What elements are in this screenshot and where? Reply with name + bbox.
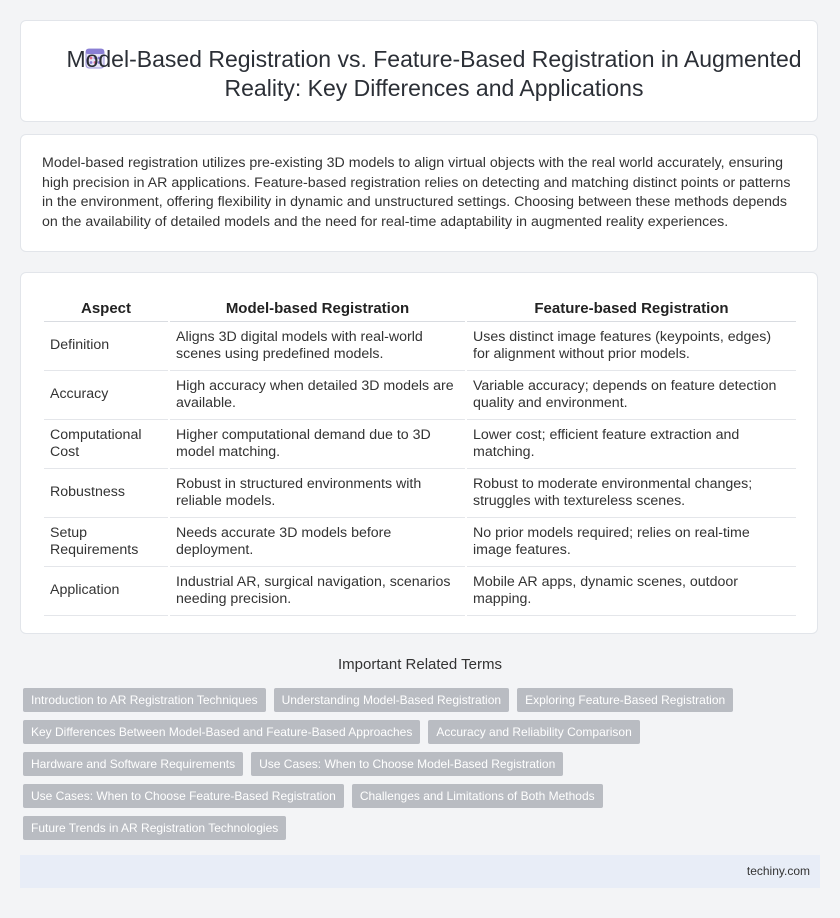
feature-based-cell: Robust to moderate environmental changes; struggles with textureless scenes.: [467, 469, 796, 518]
related-term-tag[interactable]: Hardware and Software Requirements: [23, 752, 243, 776]
table-row: [44, 322, 796, 371]
title-card: [20, 20, 818, 122]
table-row: [44, 420, 796, 469]
model-based-cell: Industrial AR, surgical navigation, scenarios needing precision.: [170, 567, 465, 616]
table-row: [44, 469, 796, 518]
aspect-cell: Setup Requirements: [44, 518, 168, 567]
feature-based-cell: Mobile AR apps, dynamic scenes, outdoor mapping.: [467, 567, 796, 616]
related-term-tag[interactable]: Use Cases: When to Choose Model-Based Registration: [251, 752, 563, 776]
aspect-cell: Accuracy: [44, 371, 168, 420]
table-header-row: [44, 295, 796, 322]
related-term-tag[interactable]: Accuracy and Reliability Comparison: [428, 720, 639, 744]
feature-based-cell: Variable accuracy; depends on feature detection quality and environment.: [467, 371, 796, 420]
aspect-cell: Definition: [44, 322, 168, 371]
column-header-aspect: Aspect: [44, 295, 168, 322]
aspect-cell: Computational Cost: [44, 420, 168, 469]
intro-card: [20, 134, 818, 252]
related-term-tag[interactable]: Understanding Model-Based Registration: [274, 688, 509, 712]
model-based-cell: Higher computational demand due to 3D model matching.: [170, 420, 465, 469]
related-term-tag[interactable]: Exploring Feature-Based Registration: [517, 688, 733, 712]
related-terms-list: [23, 688, 813, 840]
related-term-tag[interactable]: Introduction to AR Registration Techniques: [23, 688, 266, 712]
related-term-tag[interactable]: Use Cases: When to Choose Feature-Based Registration: [23, 784, 344, 808]
aspect-cell: Application: [44, 567, 168, 616]
related-terms-heading: Important Related Terms: [338, 656, 502, 673]
comparison-card: [20, 272, 818, 634]
footer-bar: [20, 855, 820, 888]
model-based-cell: Needs accurate 3D models before deployment.: [170, 518, 465, 567]
related-term-tag[interactable]: Challenges and Limitations of Both Methods: [352, 784, 603, 808]
model-based-cell: High accuracy when detailed 3D models are available.: [170, 371, 465, 420]
column-header-model-based: Model-based Registration: [170, 295, 465, 322]
table-row: [44, 371, 796, 420]
site-link[interactable]: techiny.com: [746, 864, 810, 878]
aspect-cell: Robustness: [44, 469, 168, 518]
related-term-tag[interactable]: Future Trends in AR Registration Technologies: [23, 816, 286, 840]
column-header-feature-based: Feature-based Registration: [467, 295, 796, 322]
related-term-tag[interactable]: Key Differences Between Model-Based and Feature-Based Approaches: [23, 720, 420, 744]
page-title: Model-Based Registration vs. Feature-Based Registration in Augmented Reality: Key Differences and Applications: [66, 46, 802, 101]
table-row: [44, 518, 796, 567]
feature-based-cell: No prior models required; relies on real-time image features.: [467, 518, 796, 567]
feature-based-cell: Uses distinct image features (keypoints, edges) for alignment without prior models.: [467, 322, 796, 371]
model-based-cell: Robust in structured environments with reliable models.: [170, 469, 465, 518]
comparison-table: [42, 295, 798, 616]
model-based-cell: Aligns 3D digital models with real-world scenes using predefined models.: [170, 322, 465, 371]
intro-paragraph: Model-based registration utilizes pre-existing 3D models to align virtual objects with the real world accurately, ensuring high precision in AR applications. Feature-based registration relies on detecting and matching distinct points or patterns in the environment, offering flexibility in dynamic and unstructured settings. Choosing between these methods depends on the availability of detailed models and the need for real-time adaptability in augmented reality experiences.: [42, 155, 791, 230]
table-row: [44, 567, 796, 616]
feature-based-cell: Lower cost; efficient feature extraction and matching.: [467, 420, 796, 469]
